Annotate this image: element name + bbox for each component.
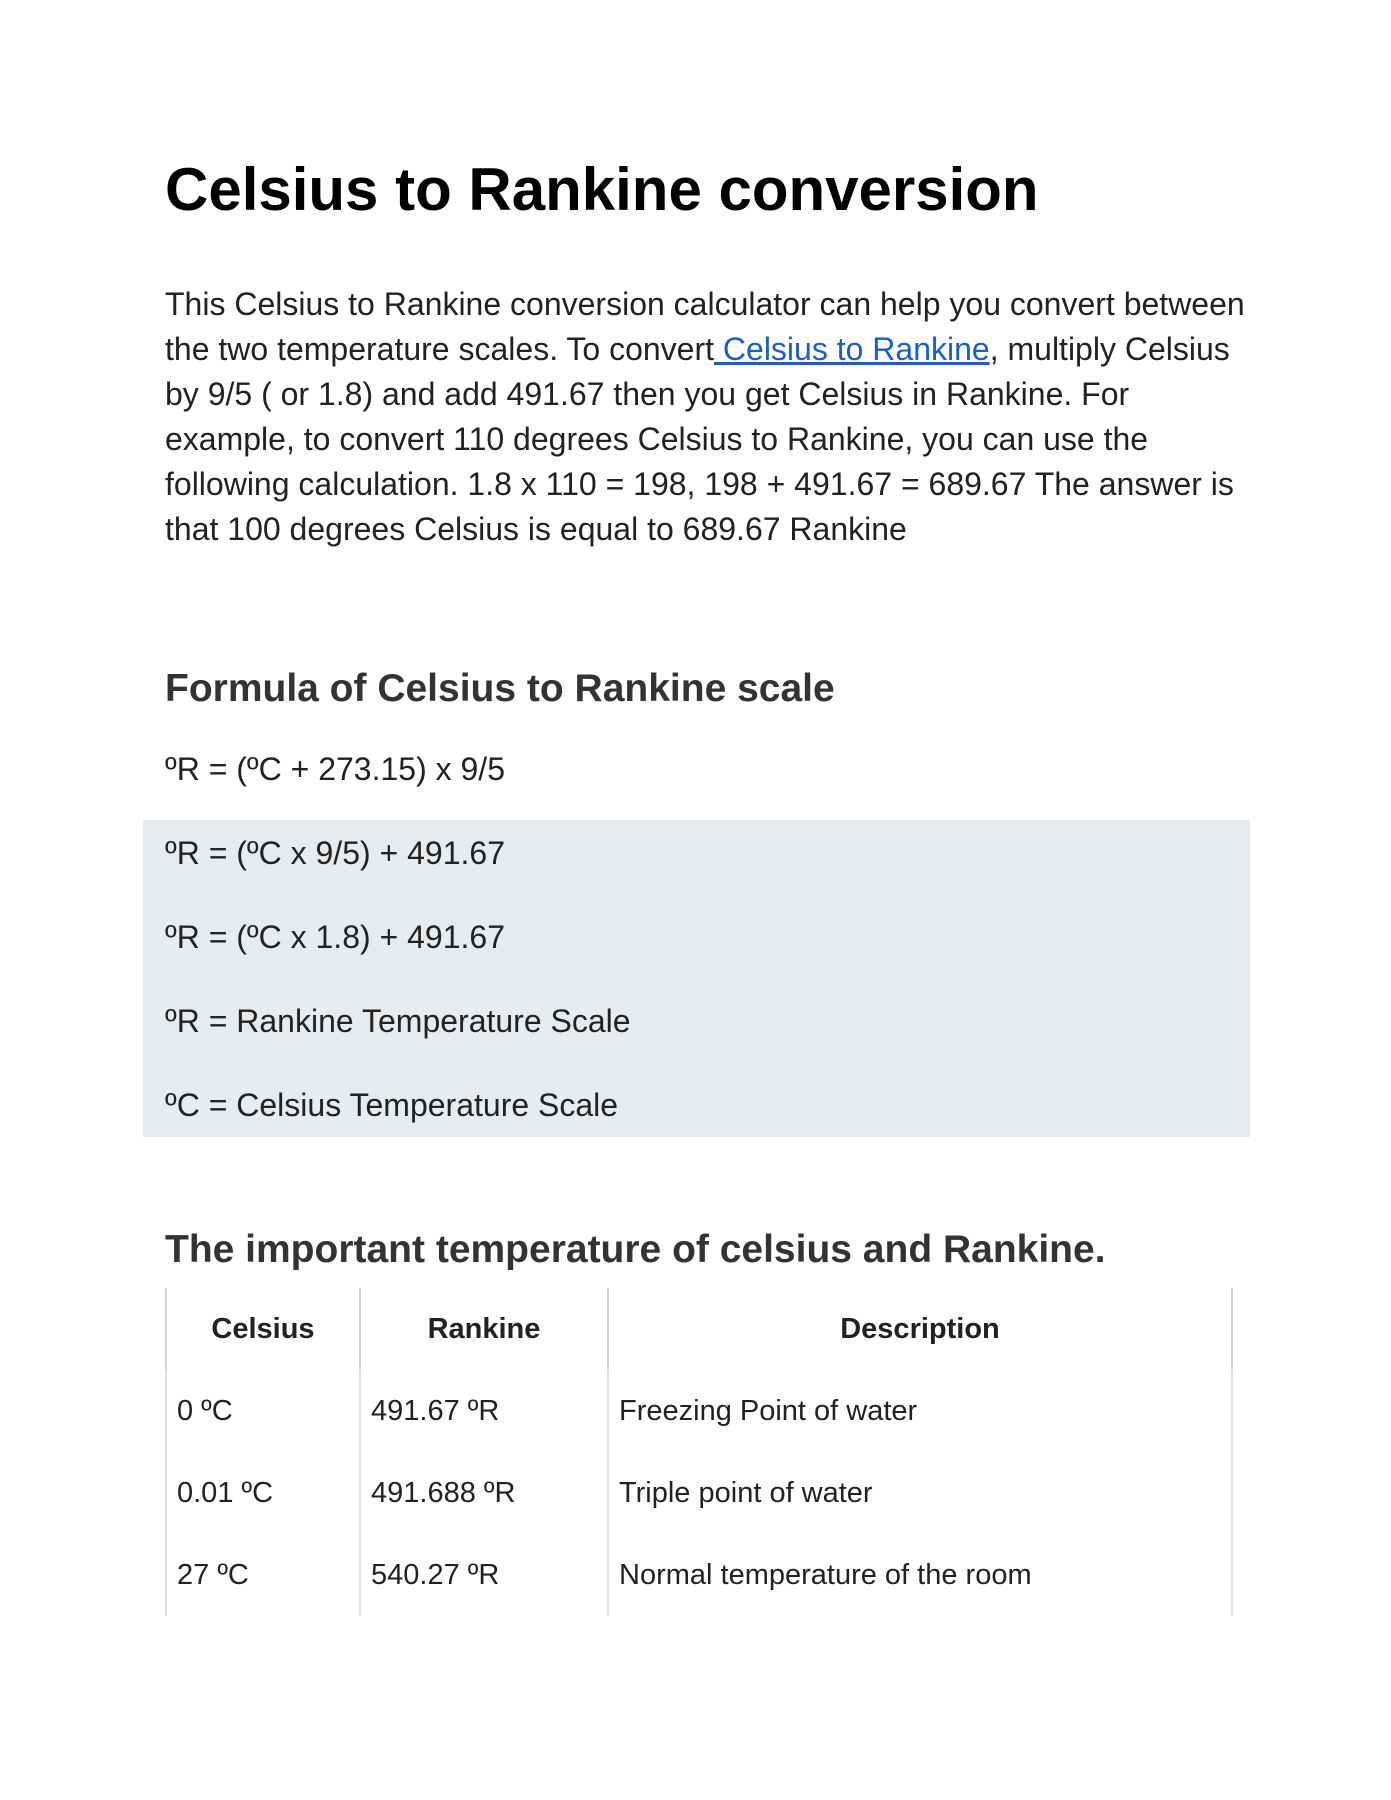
- column-header-rankine: Rankine: [360, 1288, 608, 1370]
- cell-rankine: 540.27 ºR: [360, 1534, 608, 1616]
- cell-celsius: 0 ºC: [166, 1370, 360, 1452]
- cell-description: Triple point of water: [608, 1452, 1232, 1534]
- cell-celsius: 0.01 ºC: [166, 1452, 360, 1534]
- formula-line: ºR = (ºC x 1.8) + 491.67: [165, 919, 505, 955]
- cell-description: Freezing Point of water: [608, 1370, 1232, 1452]
- celsius-to-rankine-link[interactable]: Celsius to Rankine: [714, 331, 990, 367]
- cell-rankine: 491.67 ºR: [360, 1370, 608, 1452]
- temperature-table: [165, 1288, 1233, 1616]
- cell-celsius: 27 ºC: [166, 1534, 360, 1616]
- table-row: [166, 1534, 1232, 1616]
- table-header-row: [166, 1288, 1232, 1370]
- column-header-celsius: Celsius: [166, 1288, 360, 1370]
- formula-line: ºC = Celsius Temperature Scale: [165, 1087, 619, 1123]
- formula-line: ºR = (ºC x 9/5) + 491.67: [165, 835, 505, 871]
- table-row: [166, 1370, 1232, 1452]
- formula-line: ºR = Rankine Temperature Scale: [165, 1003, 631, 1039]
- cell-description: Normal temperature of the room: [608, 1534, 1232, 1616]
- column-header-description: Description: [608, 1288, 1232, 1370]
- table-row: [166, 1452, 1232, 1534]
- page-title: Celsius to Rankine conversion: [165, 156, 1039, 223]
- formula-heading: Formula of Celsius to Rankine scale: [165, 667, 835, 710]
- intro-paragraph: [165, 282, 1245, 552]
- intro-text: This Celsius to Rankine conversion calculator can help you convert between the two temperature scales. To convert: [165, 286, 1245, 367]
- cell-rankine: 491.688 ºR: [360, 1452, 608, 1534]
- table-heading: The important temperature of celsius and Rankine.: [165, 1228, 1106, 1271]
- intro-text-rest: , multiply Celsius by 9/5 ( or 1.8) and add 491.67 then you get Celsius in Rankine. For example, to convert 110 degrees Celsius to Rankine, you can use the following calculation. 1.8 x 110 = 198, 198 + 491.67 = 689.67 The answer is that 100 degrees Celsius is equal to 689.67 Rankine: [165, 331, 1234, 547]
- formula-main: ºR = (ºC + 273.15) x 9/5: [165, 751, 505, 787]
